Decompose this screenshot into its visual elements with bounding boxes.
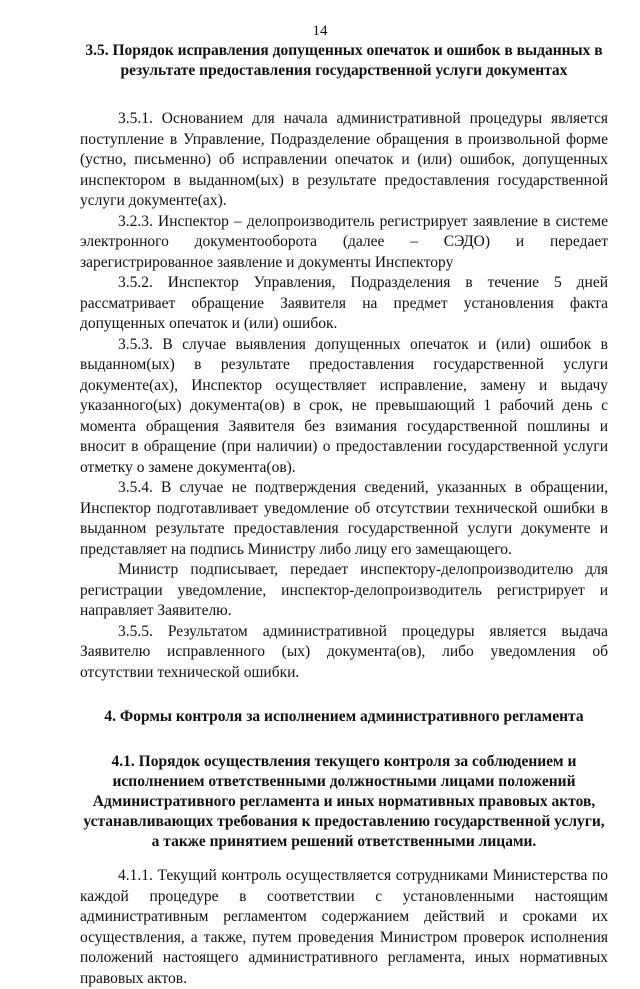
paragraph-3-5-4: 3.5.4. В случае не подтверждения сведений, указанных в обращении, Инспектор подготавливает уведомление об отсутствии технической ошибки в выданном результате предоставления государственной услуги документе и представляет на подпись Министру либо лицу его замещающего. [80,479,608,558]
paragraph-4-1-1: 4.1.1. Текущий контроль осуществляется сотрудниками Министерства по каждой процедуре в соответствии с установленными настоящим административным регламентом содержанием действий и сроками их осуществления, а также, путем проведения Министром проверок исполнения положений настоящего административного регламента, иных нормативных правовых актов. [80,867,608,987]
section-4-heading: 4. Формы контроля за исполнением административного регламента [104,708,584,725]
paragraph-3-5-1: 3.5.1. Основанием для начала административной процедуры является поступление в Управление, Подразделение обращения в произвольной форме (устно, письменно) об исправлении опечаток и (или) ошибок, допущенных инспектором в выданном(ых) в результате предоставления государственной услуги документе(ах). [80,110,608,209]
paragraph-3-5-3: 3.5.3. В случае выявления допущенных опечаток и (или) ошибок в выданном(ых) в результате предоставления государственной услуги документе(ах), Инспектор осуществляет исправление, замену и выдачу указанного(ых) документа(ов) в срок, не превышающий 1 рабочий день с момента обращения Заявителя без взимания государственной пошлины и вносит в обращение (при наличии) о предоставлении государственной услуги отметку о замене документа(ов). [80,335,608,476]
paragraph-3-5-2: 3.5.2. Инспектор Управления, Подразделения в течение 5 дней рассматривает обращение Заявителя на предмет установления факта допущенных опечаток и (или) ошибок. [80,274,608,332]
page-number: 14 [312,23,328,39]
section-4-1-heading: 4.1. Порядок осуществления текущего контроля за соблюдением и исполнением ответственными должностными лицами положений Административного регламента и иных нормативных правовых актов, устанавливающих требования к предоставлению государственной услуги, а также принятием решений ответственными лицами. [83,753,605,850]
document-body [80,41,608,989]
paragraph-3-5-5: 3.5.5. Результатом административной процедуры является выдача Заявителю исправленного (ых) документа(ов), либо уведомления об отсутствии технической ошибки. [80,622,608,681]
paragraph-minister-signs: Министр подписывает, передает инспектору-делопроизводителю для регистрации уведомление, инспектор-делопроизводитель регистрирует и направляет Заявителю. [80,561,608,619]
section-3-5-heading: 3.5. Порядок исправления допущенных опечаток и ошибок в выданных в результате предоставления государственной услуги документах [85,42,603,79]
paragraph-3-2-3: 3.2.3. Инспектор – делопроизводитель регистрирует заявление в системе электронного документооборота (далее – СЭДО) и передает зарегистрированное заявление и документы Инспектору [80,212,608,271]
